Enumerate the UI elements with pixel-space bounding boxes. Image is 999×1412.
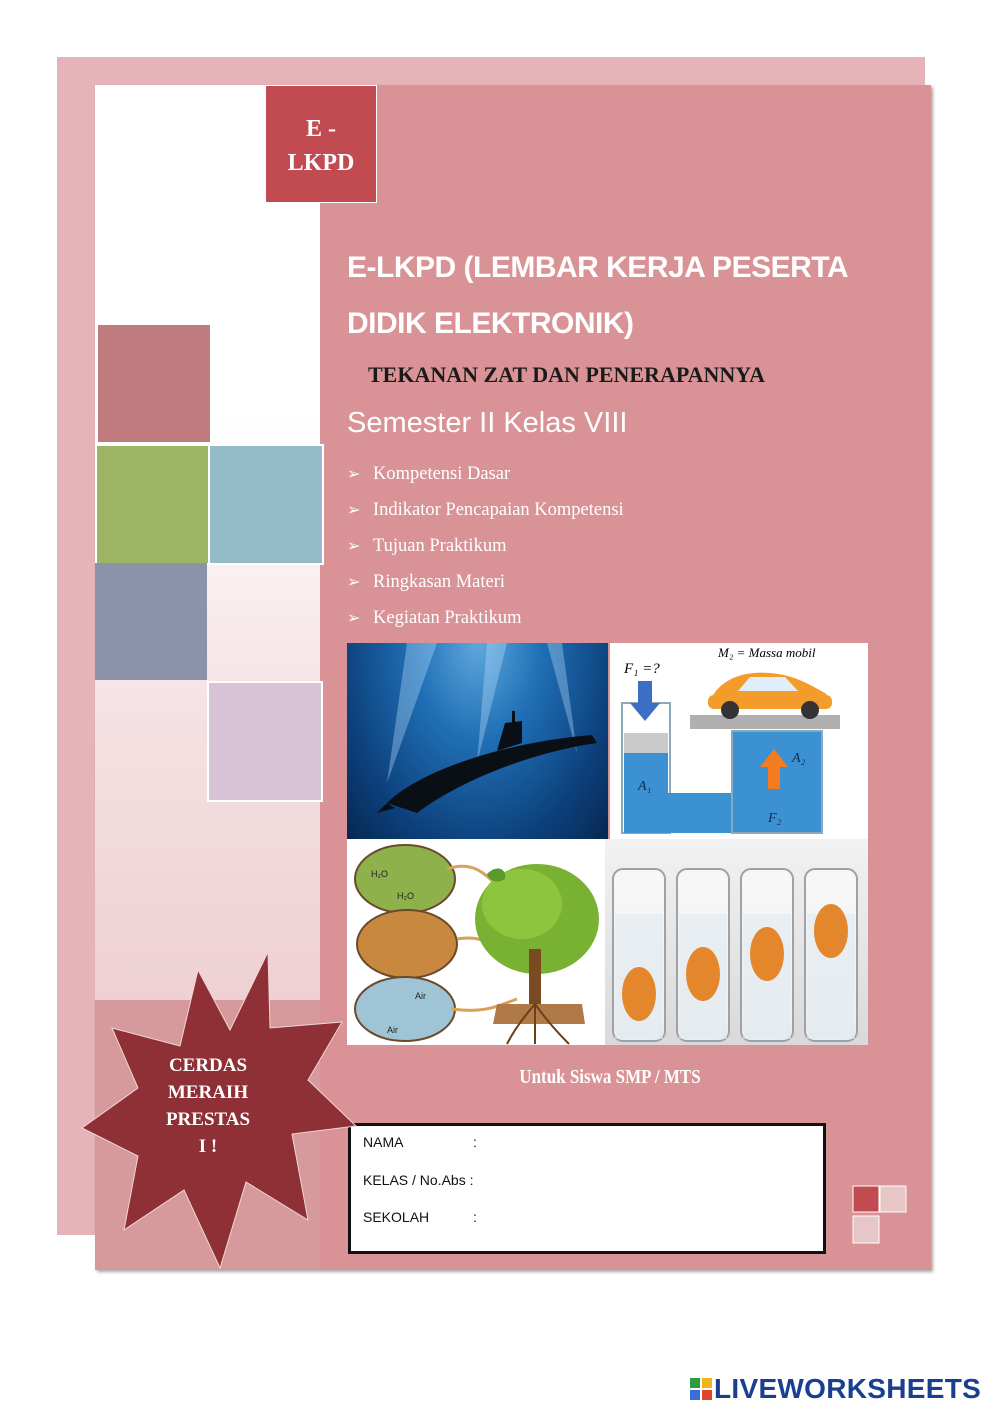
- mini-squares-decoration: [852, 1185, 908, 1245]
- deco-square-teal: [208, 444, 324, 565]
- list-item-label: Kompetensi Dasar: [373, 464, 511, 484]
- list-item-label: Ringkasan Materi: [373, 572, 506, 592]
- school-colon: :: [473, 1209, 477, 1225]
- list-item: [347, 532, 624, 568]
- elkpd-badge: [265, 85, 377, 203]
- list-item: [347, 496, 624, 532]
- list-item: [347, 604, 624, 640]
- list-item-label: Kegiatan Praktikum: [373, 608, 522, 628]
- motto-line1: CERDAS: [168, 1055, 248, 1076]
- air-label: Air: [415, 991, 426, 1001]
- topic-subtitle: TEKANAN ZAT DAN PENERAPANNYA: [368, 362, 766, 387]
- student-info-box: [348, 1123, 826, 1254]
- list-item: [347, 568, 624, 604]
- class-label: KELAS / No.Abs :: [363, 1172, 474, 1188]
- arrow-bullet-icon: ➢: [347, 466, 361, 483]
- name-label: NAMA: [363, 1134, 404, 1150]
- h2o-label: H₂O: [371, 869, 388, 879]
- h2o-label-2: H₂O: [397, 891, 414, 901]
- brand-text: LIVEWORKSHEETS: [714, 1373, 982, 1404]
- mass-label: M₂ = Massa mobil: [718, 645, 816, 660]
- list-item-label: Tujuan Praktikum: [373, 536, 507, 556]
- contents-list: [347, 460, 624, 640]
- eggs-in-glasses-image: [605, 839, 868, 1045]
- badge-line2: LKPD: [287, 150, 355, 176]
- arrow-bullet-icon: ➢: [347, 610, 361, 627]
- area-2-label: A₂: [792, 751, 806, 766]
- area-1-label: A₁: [638, 779, 652, 794]
- brand-logo-icon: [690, 1378, 712, 1400]
- name-row: [363, 1134, 477, 1150]
- arrow-bullet-icon: ➢: [347, 538, 361, 555]
- page-title: [347, 240, 907, 352]
- motto-line2: MERAIH: [167, 1082, 249, 1103]
- hydraulic-press-image: [610, 643, 868, 839]
- deco-square-lavender: [207, 681, 323, 802]
- class-row: [363, 1172, 474, 1188]
- list-item-label: Indikator Pencapaian Kompetensi: [373, 500, 624, 520]
- deco-square-green: [95, 444, 211, 565]
- school-row: [363, 1209, 477, 1225]
- arrow-bullet-icon: ➢: [347, 574, 361, 591]
- arrow-bullet-icon: ➢: [347, 502, 361, 519]
- motto-line4: I !: [198, 1136, 218, 1157]
- tree-roots-image: [347, 839, 605, 1045]
- deco-square-slate: [95, 563, 207, 680]
- title-line2: DIDIK ELEKTRONIK): [347, 307, 634, 340]
- badge-line1: E -: [306, 116, 336, 142]
- brand-watermark: [690, 1373, 981, 1405]
- air-label-2: Air: [387, 1025, 398, 1035]
- deco-square-rose: [96, 323, 212, 444]
- submarine-image: [347, 643, 608, 839]
- audience-label: Untuk Siswa SMP / MTS: [519, 1066, 701, 1088]
- force-1-label: F₁ =?: [624, 661, 660, 677]
- motto-line3: PRESTAS: [165, 1109, 251, 1130]
- title-line1: E-LKPD (LEMBAR KERJA PESERTA: [347, 251, 849, 284]
- semester-label: Semester II Kelas VIII: [347, 407, 628, 439]
- school-label: SEKOLAH: [363, 1209, 430, 1225]
- force-2-label: F₂: [768, 811, 782, 826]
- motto-text: [140, 1052, 276, 1160]
- name-colon: :: [473, 1134, 477, 1150]
- list-item: [347, 460, 624, 496]
